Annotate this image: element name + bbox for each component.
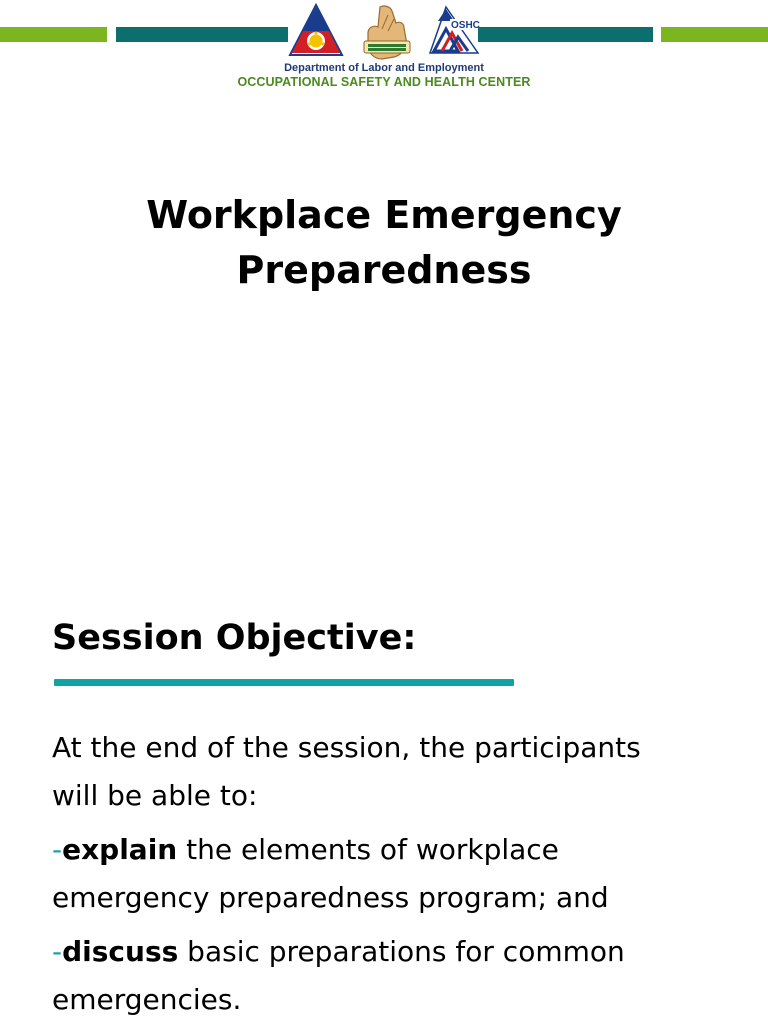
objective-item-dash: -	[52, 833, 63, 866]
center-name: OCCUPATIONAL SAFETY AND HEALTH CENTER	[237, 75, 531, 89]
oshc-logo	[428, 3, 480, 55]
dole-seal-logo	[288, 3, 344, 59]
objective-item-text-line-1: the elements of workplace	[177, 833, 559, 866]
objective-item-dash: -	[52, 935, 63, 968]
intro-line-2: will be able to:	[52, 779, 258, 812]
section-underline	[54, 679, 514, 686]
department-name: Department of Labor and Employment	[284, 62, 484, 74]
objective-item-verb: discuss	[62, 935, 179, 968]
header-band	[0, 0, 768, 100]
objective-item-text-line-2: emergency preparedness program; and	[52, 881, 609, 914]
objective-item-verb: explain	[62, 833, 178, 866]
intro-paragraph	[52, 724, 752, 820]
header-bar-teal-left	[116, 27, 288, 42]
objective-item	[52, 826, 752, 922]
hand-emblem-logo	[358, 3, 416, 63]
slide-title-line-1: Workplace Emergency	[146, 193, 622, 237]
slide-title	[0, 188, 768, 298]
intro-line-1: At the end of the session, the participants	[52, 731, 641, 764]
header-bar-green-right	[661, 27, 768, 42]
section-heading: Session Objective:	[52, 618, 417, 658]
slide-title-line-2: Preparedness	[236, 248, 532, 292]
oshc-logo-text: OSHC	[451, 20, 480, 31]
header-bar-teal-right	[478, 27, 653, 42]
objective-item	[52, 928, 752, 1024]
objective-item-text-line-2: emergencies.	[52, 983, 242, 1016]
objective-body	[52, 724, 752, 1024]
header-bar-green-left	[0, 27, 107, 42]
objective-item-text-line-1: basic preparations for common	[178, 935, 625, 968]
